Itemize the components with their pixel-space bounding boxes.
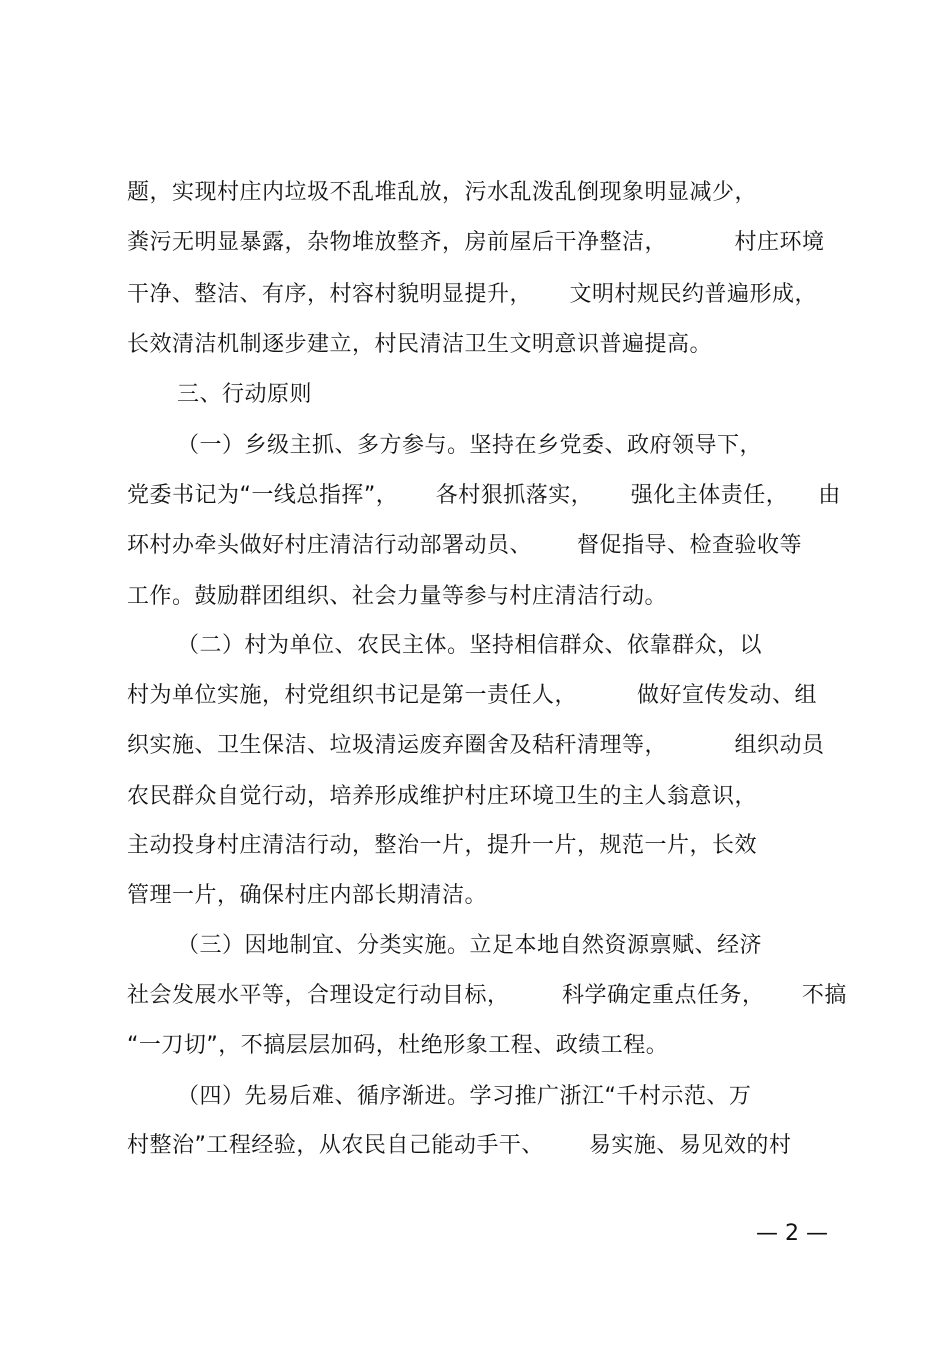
body-line-4: 长效清洁机制逐步建立，村民清洁卫生文明意识普遍提高。 bbox=[127, 332, 713, 357]
body-line-14: 主动投身村庄清洁行动，整治一片，提升一片，规范一片，长效 bbox=[127, 833, 758, 858]
body-line-12: 织实施、卫生保洁、垃圾清运废弃圈舍及秸秆清理等， 组织动员 bbox=[127, 733, 825, 758]
body-line-19: （四）先易后难、循序渐进。学习推广浙江“千村示范、万 bbox=[177, 1084, 752, 1109]
body-line-7: 党委书记为“一线总指挥”， 各村狠抓落实， 强化主体责任， 由 bbox=[127, 483, 841, 508]
body-line-1: 题，实现村庄内垃圾不乱堆乱放，污水乱泼乱倒现象明显减少， bbox=[127, 180, 758, 205]
body-line-18: “一刀切”，不搞层层加码，杜绝形象工程、政绩工程。 bbox=[127, 1033, 669, 1058]
body-line-10: （二）村为单位、农民主体。坚持相信群众、依靠群众，以 bbox=[177, 633, 763, 658]
page-number: — 2 — bbox=[756, 1221, 828, 1246]
body-line-17: 社会发展水平等，合理设定行动目标， 科学确定重点任务， 不搞 bbox=[127, 983, 847, 1008]
body-line-2: 粪污无明显暴露，杂物堆放整齐，房前屋后干净整洁， 村庄环境 bbox=[127, 230, 825, 255]
body-line-11: 村为单位实施，村党组织书记是第一责任人， 做好宣传发动、组 bbox=[127, 683, 817, 708]
section-heading: 三、行动原则 bbox=[177, 382, 313, 407]
body-line-8: 环村办牵头做好村庄清洁行动部署动员、 督促指导、检查验收等 bbox=[127, 533, 802, 558]
body-line-20: 村整治”工程经验，从农民自己能动手干、 易实施、易见效的村 bbox=[127, 1133, 792, 1158]
body-line-13: 农民群众自觉行动，培养形成维护村庄环境卫生的主人翁意识， bbox=[127, 784, 758, 809]
body-line-16: （三）因地制宜、分类实施。立足本地自然资源禀赋、经济 bbox=[177, 933, 763, 958]
body-line-15: 管理一片，确保村庄内部长期清洁。 bbox=[127, 883, 488, 908]
body-line-6: （一）乡级主抓、多方参与。坚持在乡党委、政府领导下， bbox=[177, 433, 763, 458]
body-line-9: 工作。鼓励群团组织、社会力量等参与村庄清洁行动。 bbox=[127, 584, 668, 609]
body-line-3: 干净、整洁、有序，村容村貌明显提升， 文明村规民约普遍形成， bbox=[127, 282, 817, 307]
